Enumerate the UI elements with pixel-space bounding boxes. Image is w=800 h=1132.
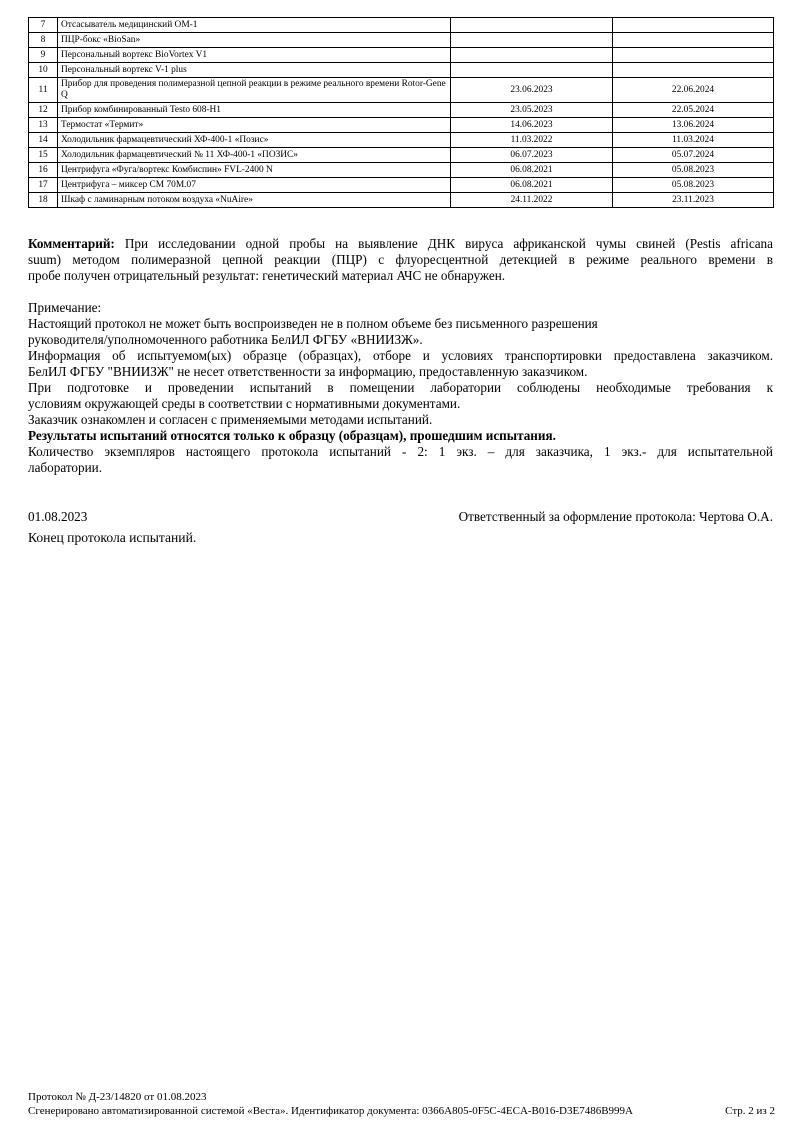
valid-until-date-cell: 22.05.2024 [613,103,774,118]
table-row [29,48,774,63]
row-number-cell: 15 [29,148,58,163]
row-number-cell: 8 [29,33,58,48]
row-number-cell: 14 [29,133,58,148]
table-row [29,133,774,148]
note-line: Настоящий протокол не может быть воспроизведен не в полном объеме без письменного разрешения [28,316,598,331]
notes-section [28,300,773,476]
equipment-name-cell: Прибор комбинированный Testo 608-H1 [58,103,451,118]
note-line: При подготовке и проведении испытаний в помещении лаборатории соблюдены необходимые требования к [28,380,773,395]
equipment-name-cell: Персональный вортекс V-1 plus [58,63,451,78]
verification-date-cell: 06.08.2021 [451,178,613,193]
valid-until-date-cell [613,33,774,48]
row-number-cell: 17 [29,178,58,193]
table-row [29,178,774,193]
row-number-cell: 7 [29,18,58,33]
note-line: условиям окружающей среды в соответствии с нормативными документами. [28,396,461,411]
verification-date-cell [451,63,613,78]
table-row [29,148,774,163]
footer-generated-info: Сгенерировано автоматизированной системой «Веста». Идентификатор документа: 0366A805-0F5C-4ECA-B016-D3E7486B999A [28,1105,633,1117]
equipment-table [28,17,774,208]
table-row [29,18,774,33]
verification-date-cell [451,33,613,48]
equipment-name-cell: Персональный вортекс BioVortex V1 [58,48,451,63]
table-row [29,163,774,178]
verification-date-cell: 06.08.2021 [451,163,613,178]
commentary-line: пробе получен отрицательный результат: генетический материал АЧС не обнаружен. [28,268,506,283]
valid-until-date-cell: 05.08.2023 [613,178,774,193]
valid-until-date-cell: 05.08.2023 [613,163,774,178]
row-number-cell: 10 [29,63,58,78]
table-row [29,33,774,48]
verification-date-cell: 06.07.2023 [451,148,613,163]
valid-until-date-cell: 13.06.2024 [613,118,774,133]
valid-until-date-cell [613,63,774,78]
table-row [29,103,774,118]
equipment-name-cell: Шкаф с ламинарным потоком воздуха «NuAire» [58,193,451,208]
equipment-name-cell: Термостат «Термит» [58,118,451,133]
row-number-cell: 11 [29,78,58,103]
row-number-cell: 13 [29,118,58,133]
footer-page-indicator: Стр. 2 из 2 [725,1105,775,1117]
verification-date-cell: 24.11.2022 [451,193,613,208]
commentary-line [28,236,773,252]
page-footer [28,1090,775,1118]
valid-until-date-cell: 23.11.2023 [613,193,774,208]
valid-until-date-cell: 05.07.2024 [613,148,774,163]
protocol-date: 01.08.2023 [28,509,88,524]
valid-until-date-cell: 22.06.2024 [613,78,774,103]
notes-heading: Примечание: [28,300,102,315]
valid-until-date-cell: 11.03.2024 [613,133,774,148]
note-line: лаборатории. [28,460,103,475]
footer-protocol-number: Протокол № Д-23/14820 от 01.08.2023 [28,1091,207,1103]
verification-date-cell: 14.06.2023 [451,118,613,133]
valid-until-date-cell [613,48,774,63]
table-row [29,193,774,208]
equipment-name-cell: Отсасыватель медицинский ОМ-1 [58,18,451,33]
commentary-line: suum) методом полимеразной цепной реакции (ПЦР) с флуоресцентной детекцией в режиме реального времени в [28,252,773,267]
verification-date-cell: 23.05.2023 [451,103,613,118]
note-line: Заказчик ознакомлен и согласен с применяемыми методами испытаний. [28,412,433,427]
verification-date-cell [451,48,613,63]
table-row [29,78,774,103]
table-row [29,63,774,78]
row-number-cell: 18 [29,193,58,208]
verification-date-cell: 11.03.2022 [451,133,613,148]
note-line: БелИЛ ФГБУ "ВНИИЗЖ" не несет ответственности за информацию, предоставленную заказчиком. [28,364,588,379]
results-statement: Результаты испытаний относятся только к образцу (образцам), прошедшим испытания. [28,428,556,443]
row-number-cell: 16 [29,163,58,178]
verification-date-cell: 23.06.2023 [451,78,613,103]
equipment-name-cell: Холодильник фармацевтический № 11 ХФ-400-1 «ПОЗИС» [58,148,451,163]
equipment-name-cell: Центрифуга – миксер СМ 70М.07 [58,178,451,193]
table-row [29,118,774,133]
equipment-name-cell: Холодильник фармацевтический ХФ-400-1 «Позис» [58,133,451,148]
responsible-person: Ответственный за оформление протокола: Чертова О.А. [458,509,773,524]
verification-date-cell [451,18,613,33]
commentary-text: При исследовании одной пробы на выявление ДНК вируса африканской чумы свиней (Pestis africana [114,236,773,251]
note-line: руководителя/уполномоченного работника БелИЛ ФГБУ «ВНИИЗЖ». [28,332,423,347]
valid-until-date-cell [613,18,774,33]
commentary-paragraph [28,236,773,284]
equipment-name-cell: ПЦР-бокс «BioSan» [58,33,451,48]
commentary-label: Комментарий: [28,236,115,251]
row-number-cell: 12 [29,103,58,118]
row-number-cell: 9 [29,48,58,63]
note-line: Информация об испытуемом(ых) образце (образцах), отборе и условиях транспортировки предоставлена заказчиком. [28,348,773,363]
signature-row [28,509,773,525]
equipment-name-cell: Прибор для проведения полимеразной цепной реакции в режиме реального времени Rotor-Gene Q [58,78,451,103]
equipment-name-cell: Центрифуга «Фуга/вортекс Комбиспин» FVL-2400 N [58,163,451,178]
end-of-protocol: Конец протокола испытаний. [28,530,197,545]
note-line: Количество экземпляров настоящего протокола испытаний - 2: 1 экз. – для заказчика, 1 экз.- для испытательной [28,444,773,459]
